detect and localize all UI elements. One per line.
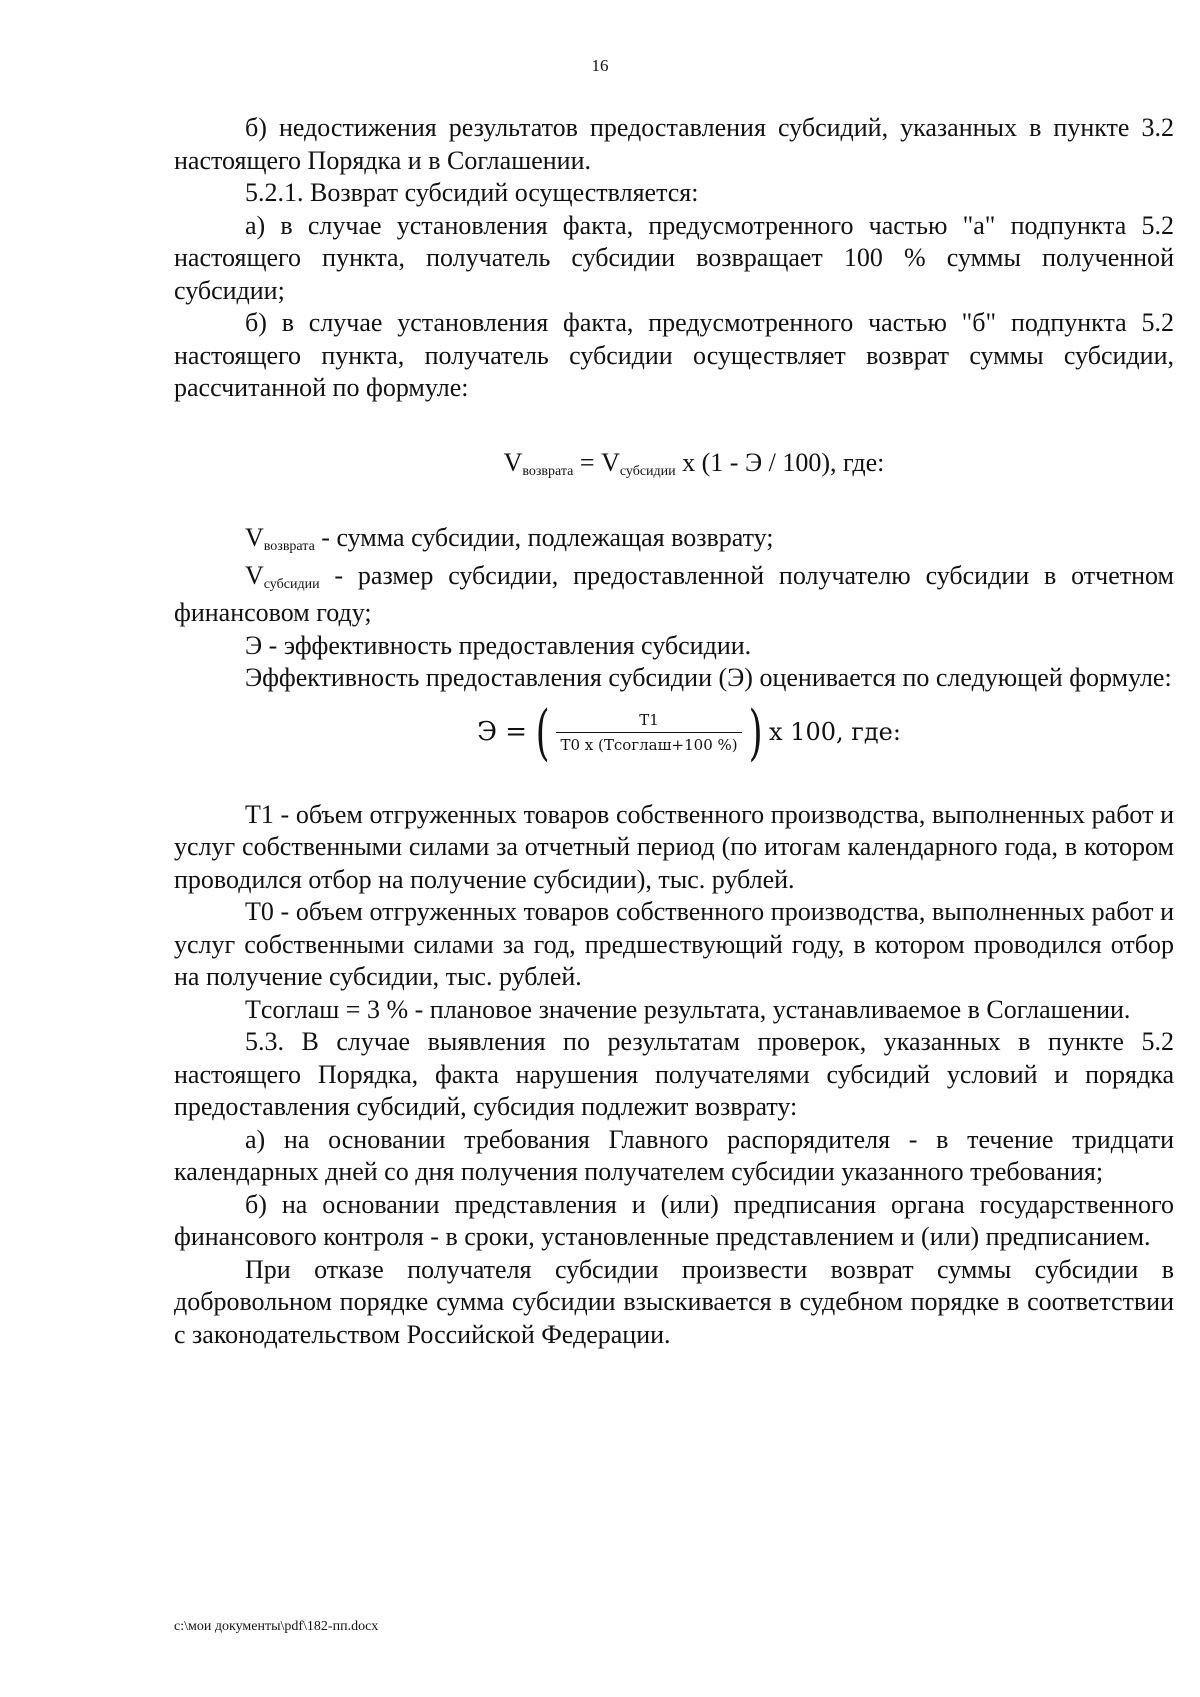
fraction-numerator: T1 bbox=[556, 710, 741, 733]
formula-var: V bbox=[503, 447, 523, 477]
paragraph: б) в случае установления факта, предусмотренного частью "б" подпункта 5.2 настоящего пункта, получатель субсидии осуществляет возврат суммы субсидии, рассчитанной по формуле: bbox=[174, 308, 1174, 402]
formula-subscript: возврата bbox=[522, 463, 574, 479]
paragraph: T1 - объем отгруженных товаров собственного производства, выполненных работ и услуг собственными силами за отчетный период (по итогам календарного года, в котором проводился отбор на получение субсидии), тыс. рублей. bbox=[174, 799, 1174, 894]
file-path-footer: c:\мои документы\pdf\182-пп.docx bbox=[174, 1619, 379, 1634]
paragraph: 5.2.1. Возврат субсидий осуществляется: bbox=[245, 178, 699, 207]
efficiency-intro: Эффективность предоставления субсидии (Э) оценивается по следующей формуле: bbox=[245, 663, 1172, 692]
paragraph: T0 - объем отгруженных товаров собственного производства, выполненных работ и услуг собственными силами за год, предшествующий году, в котором проводился отбор на получение субсидии, тыс. рублей. bbox=[174, 897, 1174, 991]
page-number: 16 bbox=[591, 56, 609, 75]
definition-v-return: Vвозврата - сумма субсидии, подлежащая возврату; bbox=[245, 523, 774, 554]
formula-subscript: субсидии bbox=[619, 463, 676, 479]
formula-eq: = bbox=[573, 447, 602, 477]
definition-v-subsidy: Vсубсидии - размер субсидии, предоставленной получателю субсидии в отчетном финансовом году; bbox=[174, 560, 1174, 627]
formula-efficiency bbox=[174, 697, 1174, 768]
paragraph: б) на основании представления и (или) предписания органа государственного финансового контроля - в сроки, установленные представлением и (или) предписанием. bbox=[174, 1189, 1174, 1251]
fraction bbox=[556, 710, 741, 755]
paragraph: а) в случае установления факта, предусмотренного частью "а" подпункта 5.2 настоящего пункта, получатель субсидии возвращает 100 % суммы полученной субсидии; bbox=[174, 210, 1174, 305]
document-body bbox=[174, 112, 1174, 1351]
paragraph: Tсоглаш = 3 % - плановое значение результата, устанавливаемое в Соглашении. bbox=[245, 994, 1131, 1024]
fraction-denominator: T0 x (Tсоглаш+100 %) bbox=[560, 736, 738, 754]
close-paren: ) bbox=[748, 697, 763, 768]
formula-rhs: x 100, где: bbox=[769, 718, 901, 747]
formula-var: V bbox=[601, 447, 620, 477]
definition-efficiency: Э - эффективность предоставления субсидии. bbox=[245, 630, 752, 660]
paragraph: а) на основании требования Главного распорядителя - в течение тридцати календарных дней со дня получения получателем субсидии указанного требования; bbox=[174, 1124, 1174, 1186]
paragraph: б) недостижения результатов предоставления субсидий, указанных в пункте 3.2 настоящего Порядка и в Соглашении. bbox=[174, 113, 1174, 175]
open-paren: ( bbox=[535, 697, 550, 768]
paragraph: 5.3. В случае выявления по результатам проверок, указанных в пункте 5.2 настоящего Порядка, факта нарушения получателями субсидий условий и порядка предоставления субсидий, субсидия подлежит возврату: bbox=[174, 1027, 1174, 1121]
formula-rest: x (1 - Э / 100), где: bbox=[675, 447, 885, 477]
formula-lhs: Э = bbox=[477, 717, 528, 748]
paragraph: При отказе получателя субсидии произвести возврат суммы субсидии в добровольном порядке сумма субсидии взыскивается в судебном порядке в соответствии с законодательством Российской Федерации. bbox=[174, 1254, 1174, 1349]
formula-return-amount bbox=[174, 447, 1174, 485]
